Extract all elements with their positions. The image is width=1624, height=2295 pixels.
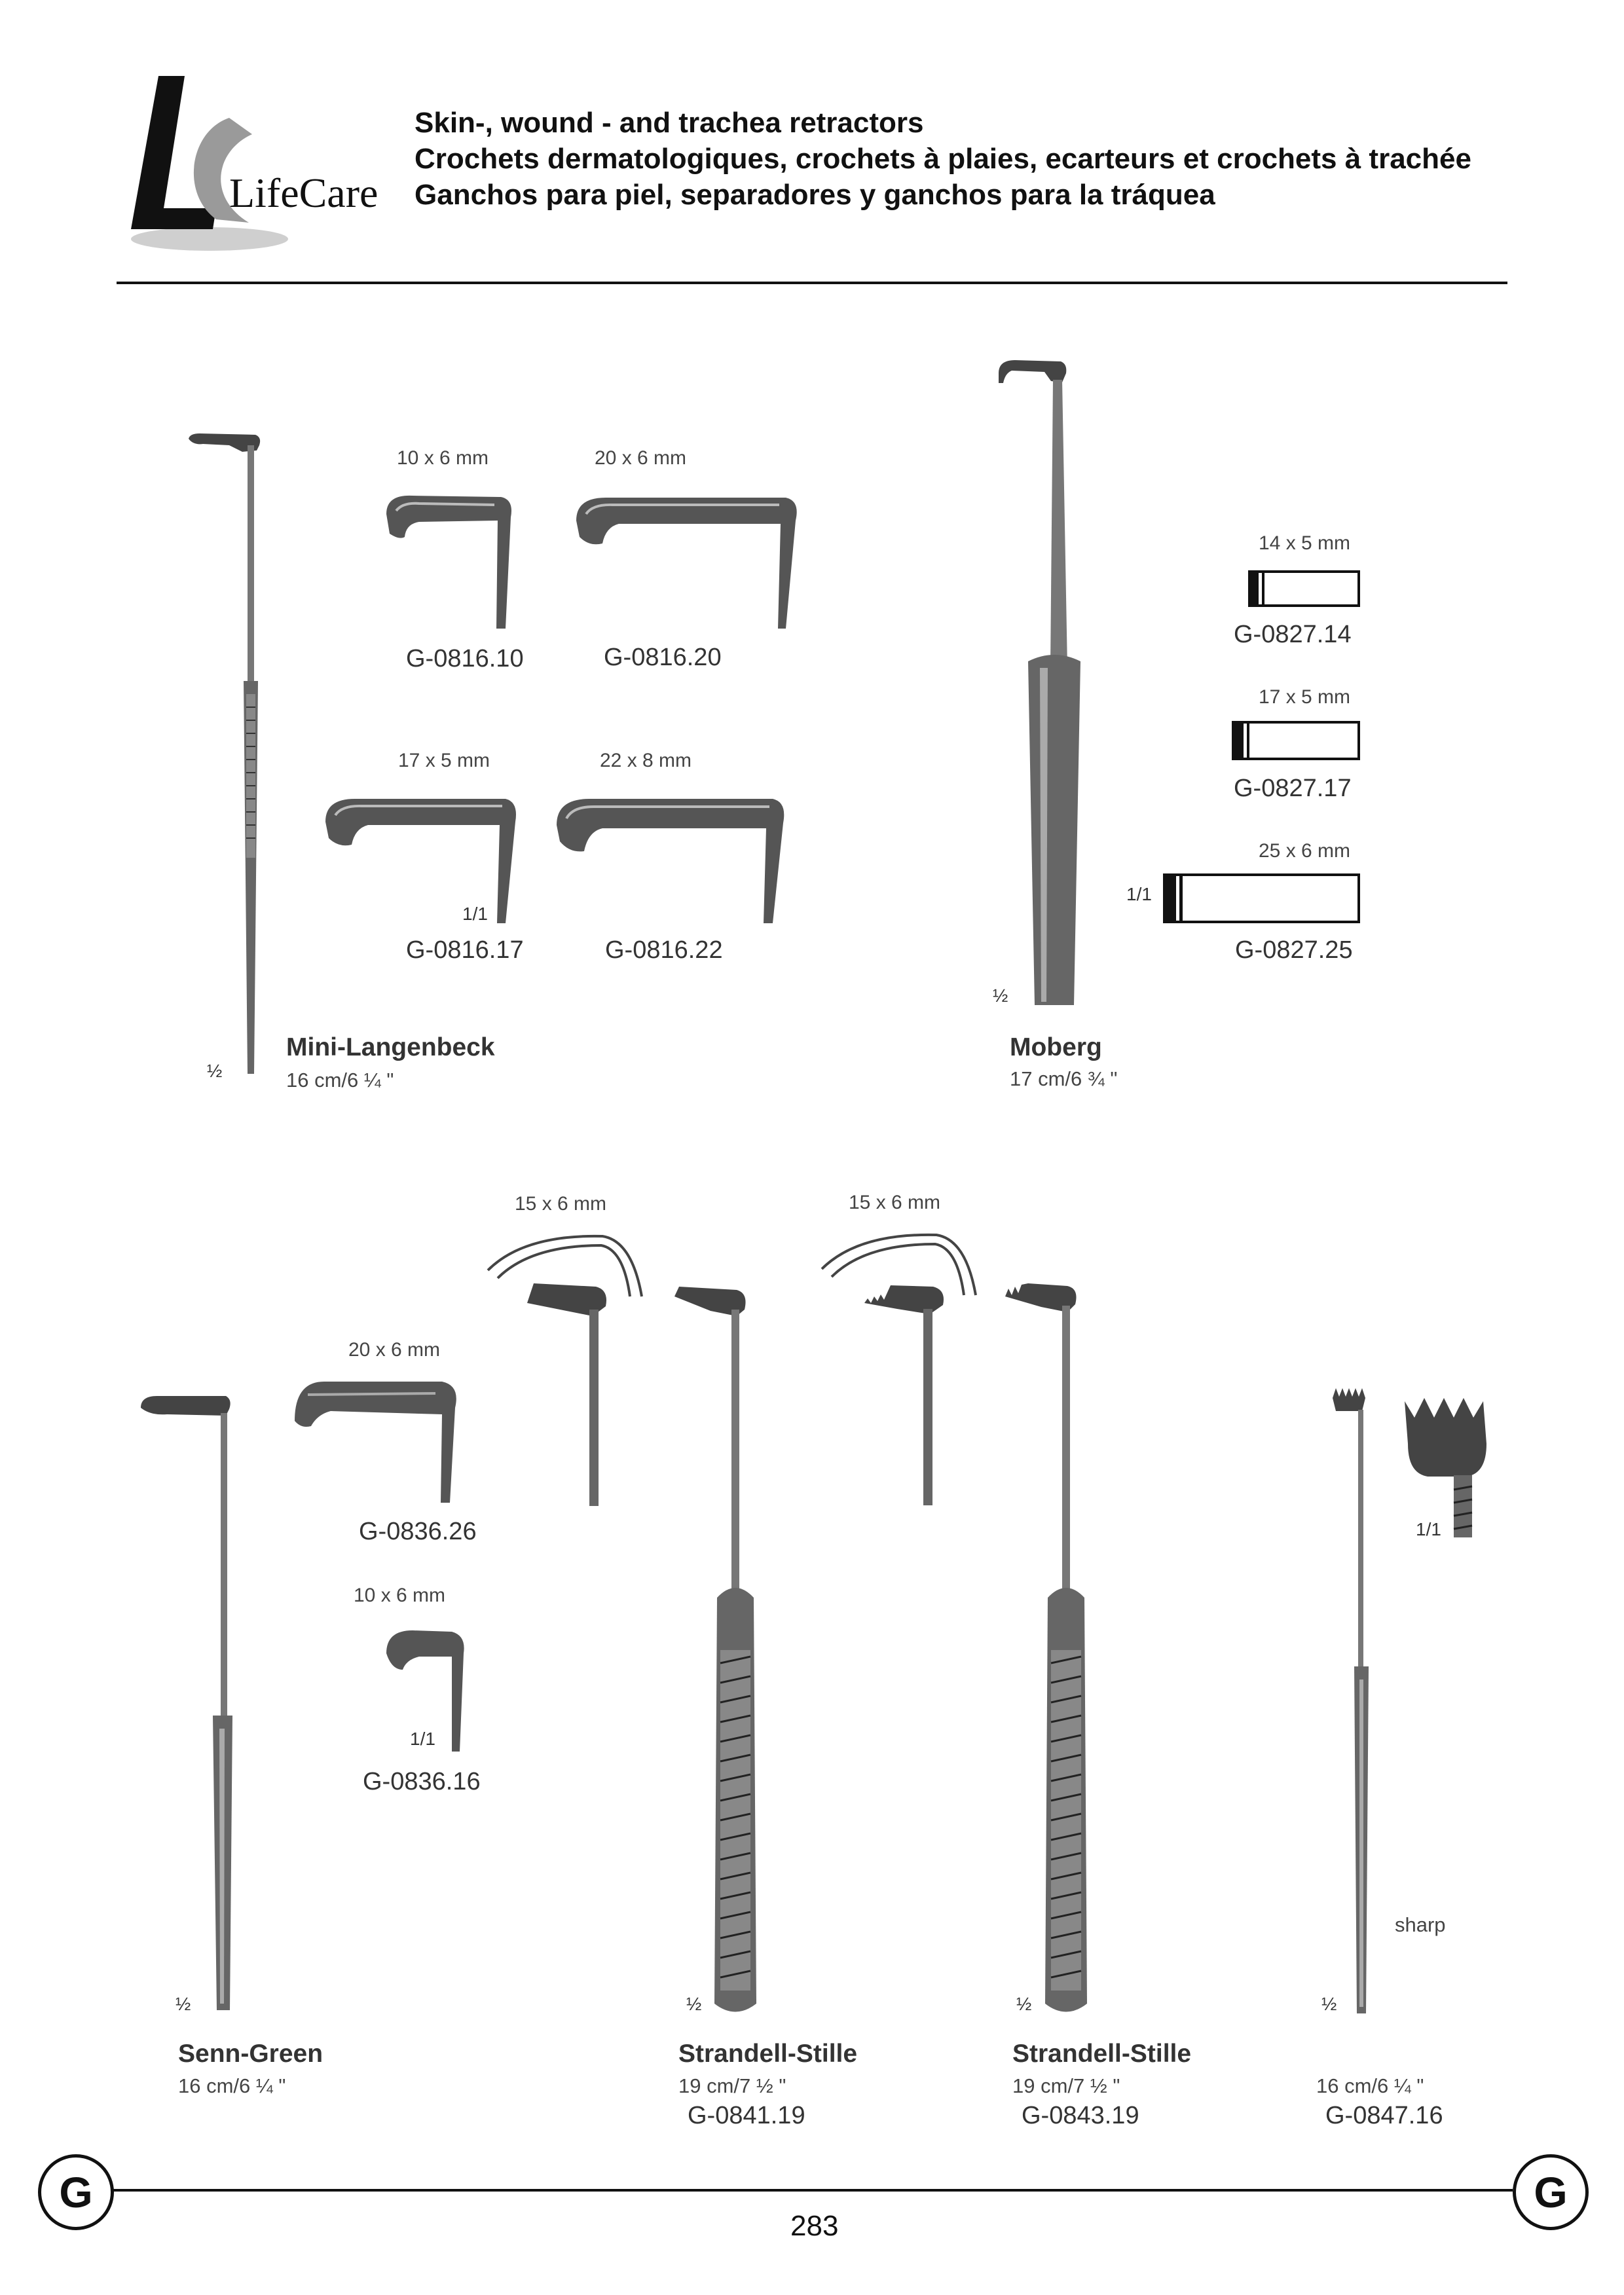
logo-mark-icon [118, 72, 380, 262]
mini-langenbeck-instrument-image [177, 419, 282, 1080]
variant-dimension: 10 x 6 mm [397, 447, 489, 469]
hook-detail-image [380, 488, 524, 632]
variant-code: G-0816.10 [406, 645, 524, 672]
scale-label: 1/1 [462, 904, 488, 924]
senn-green-instrument-image [134, 1388, 252, 2017]
rake-detail-image [1401, 1391, 1493, 1542]
page-number: 283 [790, 2210, 839, 2242]
variant-code: G-0827.14 [1234, 621, 1352, 648]
hook-detail-image [291, 1375, 465, 1506]
hook-detail-image [858, 1280, 956, 1509]
header-divider [117, 282, 1507, 284]
variant-code: G-0816.17 [406, 936, 524, 964]
product-length: 19 cm/7 ½ " [678, 2074, 786, 2097]
variant-code: G-0827.17 [1234, 775, 1352, 802]
product-length: 16 cm/6 ¼ " [178, 2074, 286, 2097]
sharp-rake-instrument-image [1323, 1385, 1388, 2020]
product-length: 16 cm/6 ¼ " [286, 1069, 394, 1092]
moberg-instrument-image [989, 354, 1094, 1015]
scale-label: 1/1 [1416, 1519, 1441, 1539]
product-code: G-0847.16 [1325, 2102, 1443, 2129]
variant-dimension: 15 x 6 mm [515, 1193, 607, 1215]
logo [118, 72, 380, 262]
hook-detail-image [521, 1283, 619, 1513]
product-name: Moberg [1010, 1033, 1102, 1061]
note-label: sharp [1395, 1913, 1446, 1936]
product-name: Mini-Langenbeck [286, 1033, 495, 1061]
page-title-fr: Crochets dermatologiques, crochets à plaies, ecarteurs et crochets à trachée [415, 143, 1471, 175]
variant-dimension: 14 x 5 mm [1259, 532, 1351, 554]
section-badge-left: G [38, 2154, 114, 2230]
blade-detail-image [1231, 720, 1362, 762]
page-title-es: Ganchos para piel, separadores y ganchos para la tráquea [415, 179, 1215, 211]
variant-dimension: 15 x 6 mm [849, 1192, 941, 1213]
scale-label: ½ [1321, 1994, 1337, 2014]
scale-label: 1/1 [410, 1729, 435, 1749]
scale-label: 1/1 [1126, 884, 1152, 904]
scale-label: ½ [993, 985, 1008, 1006]
hook-detail-image [319, 789, 522, 927]
variant-code: G-0836.26 [359, 1518, 477, 1545]
variant-code: G-0827.25 [1235, 936, 1353, 964]
product-name: Strandell-Stille [678, 2040, 858, 2068]
strandell-stille-instrument-image [671, 1283, 769, 2023]
variant-dimension: 17 x 5 mm [1259, 686, 1351, 708]
scale-label: ½ [686, 1994, 702, 2014]
strandell-stille-instrument-image [1002, 1277, 1100, 2023]
variant-dimension: 10 x 6 mm [354, 1585, 446, 1606]
product-length: 16 cm/6 ¼ " [1316, 2074, 1424, 2097]
variant-code: G-0816.20 [604, 644, 722, 671]
product-length: 17 cm/6 ¾ " [1010, 1067, 1118, 1090]
hook-detail-image [550, 789, 792, 927]
variant-dimension: 22 x 8 mm [600, 750, 692, 771]
product-name: Strandell-Stille [1012, 2040, 1192, 2068]
variant-code: G-0836.16 [363, 1768, 481, 1795]
product-name: Senn-Green [178, 2040, 323, 2068]
product-code: G-0843.19 [1022, 2102, 1139, 2129]
blade-detail-image [1162, 873, 1362, 925]
variant-dimension: 20 x 6 mm [348, 1339, 441, 1361]
hook-detail-image [570, 488, 805, 632]
scale-label: ½ [175, 1994, 191, 2014]
product-code: G-0841.19 [688, 2102, 805, 2129]
blade-detail-image [1247, 570, 1362, 609]
page-title-en: Skin-, wound - and trachea retractors [415, 107, 924, 139]
variant-code: G-0816.22 [605, 936, 723, 964]
logo-text: LifeCare [229, 170, 378, 216]
scale-label: ½ [207, 1061, 223, 1081]
variant-dimension: 20 x 6 mm [595, 447, 687, 469]
section-badge-right: G [1513, 2154, 1589, 2230]
footer-divider [111, 2189, 1513, 2192]
product-length: 19 cm/7 ½ " [1012, 2074, 1120, 2097]
scale-label: ½ [1016, 1994, 1032, 2014]
variant-dimension: 25 x 6 mm [1259, 840, 1351, 862]
variant-dimension: 17 x 5 mm [398, 750, 490, 771]
